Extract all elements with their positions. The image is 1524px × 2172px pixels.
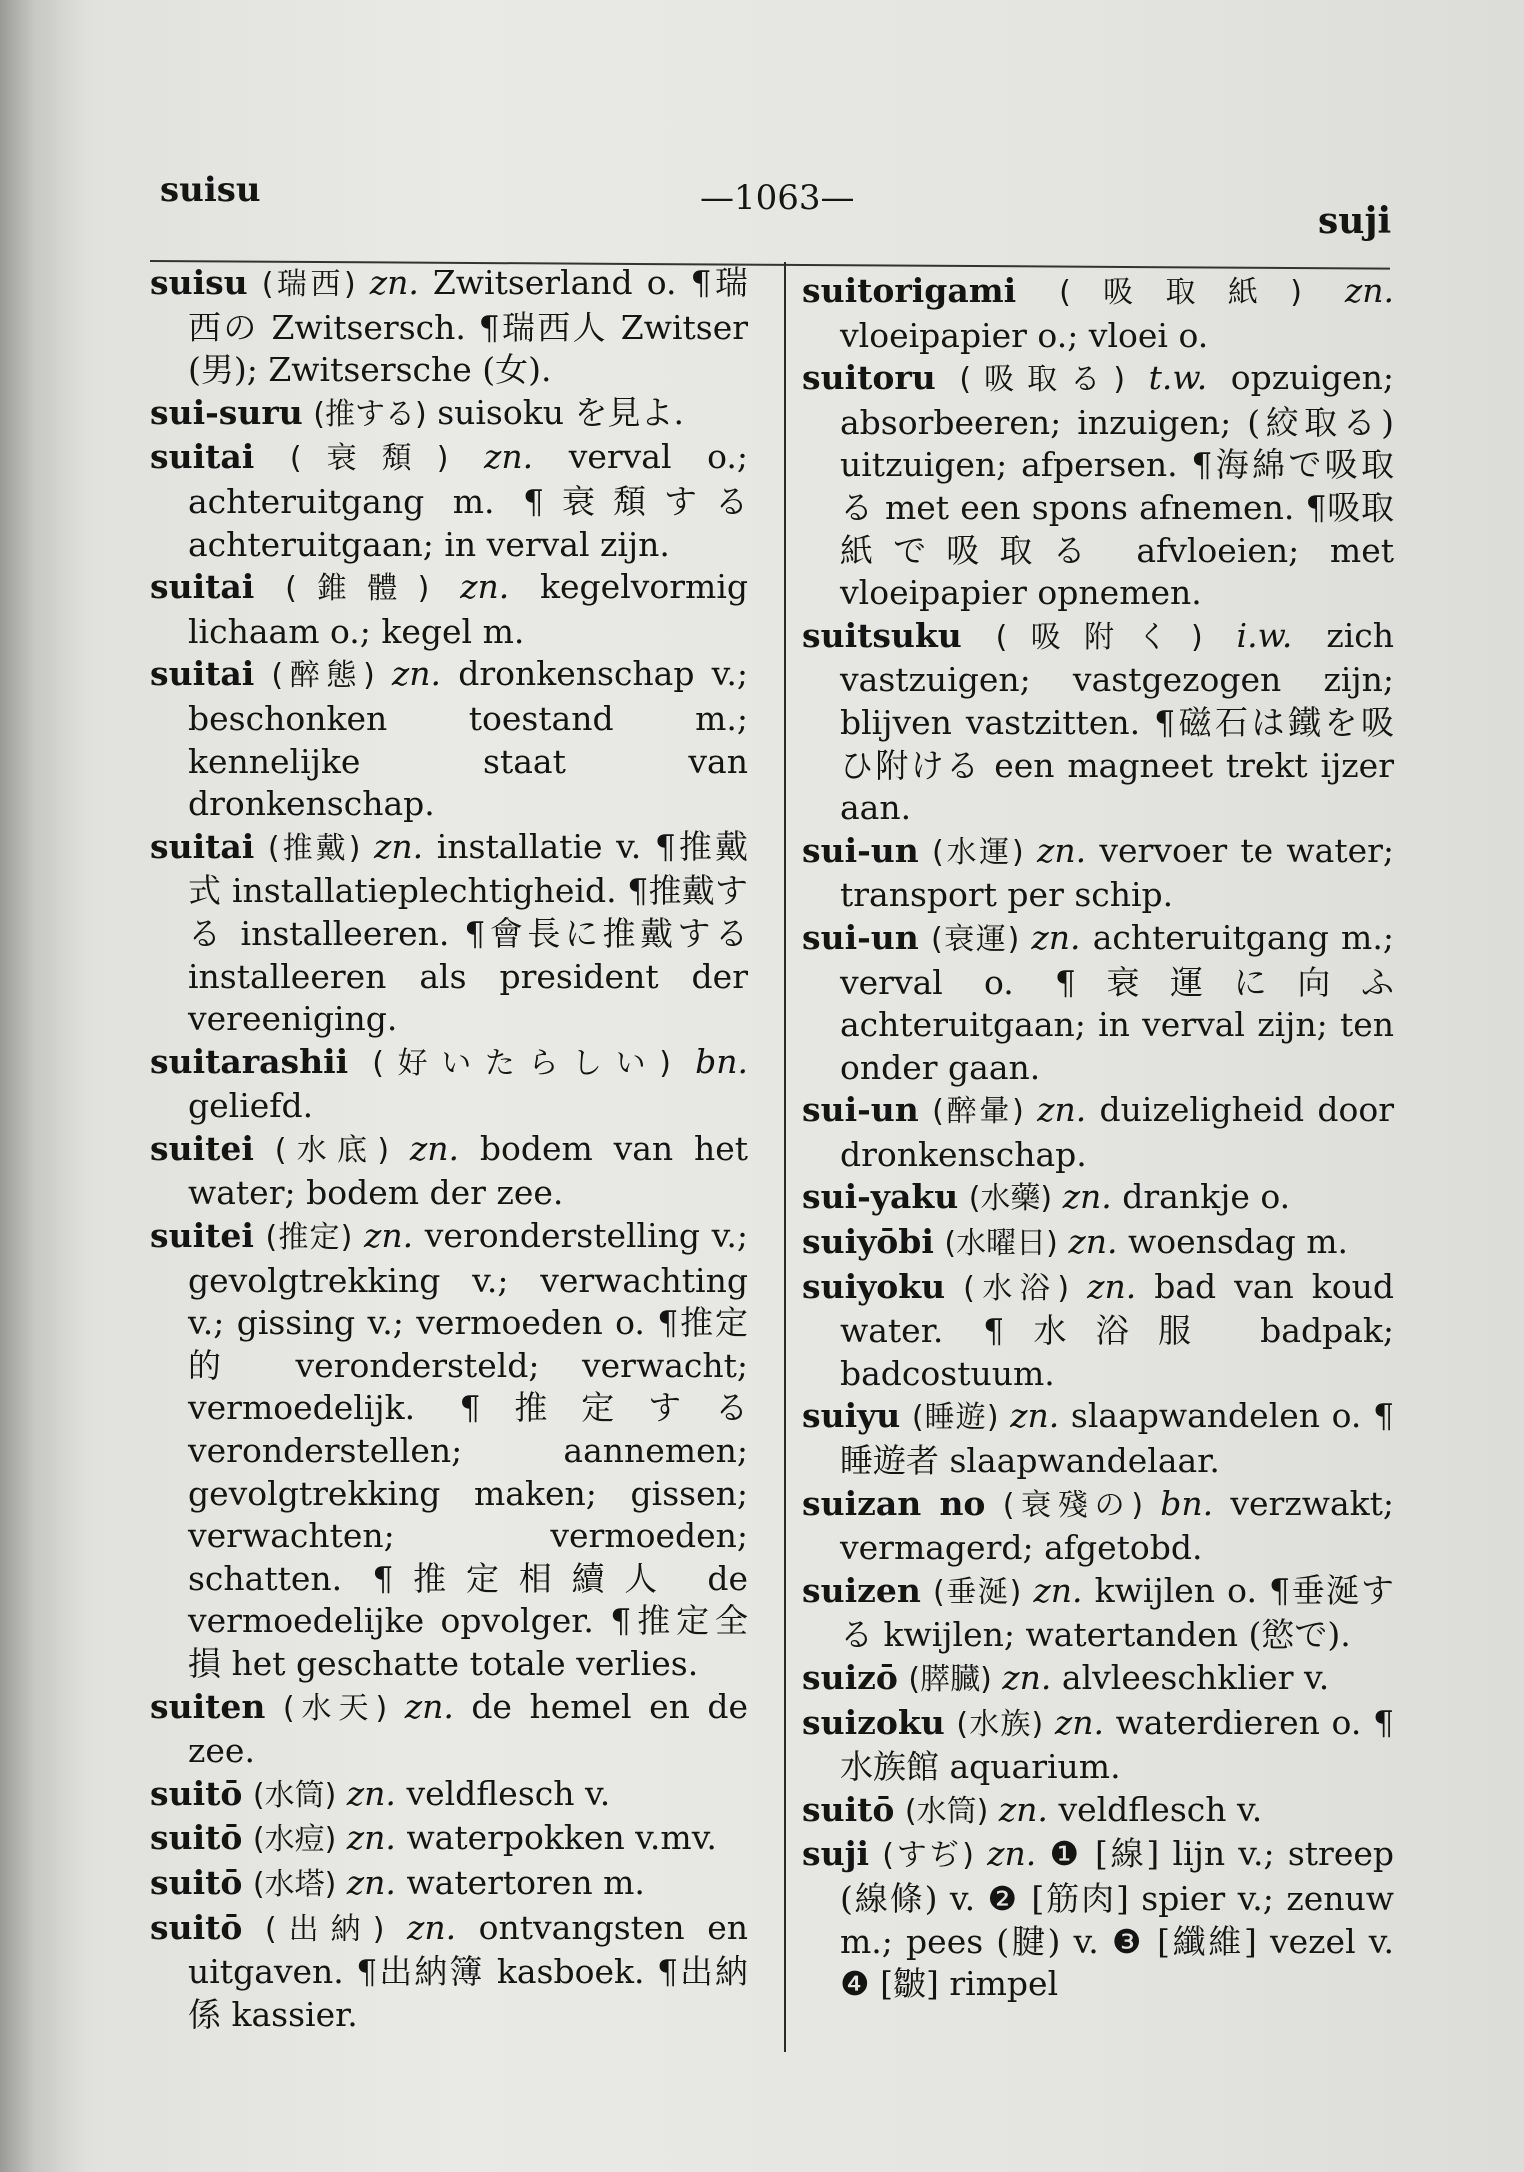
dictionary-entry bbox=[802, 1089, 1394, 1176]
entry-kanji: (推戴) bbox=[267, 830, 361, 866]
entry-definition: de hemel en de zee. bbox=[188, 1686, 748, 1771]
entry-kanji: (睡遊) bbox=[911, 1400, 999, 1436]
entry-definition: waterpokken v.mv. bbox=[406, 1818, 717, 1858]
running-head-left: suisu bbox=[160, 170, 261, 210]
entry-part-of-speech: zn. bbox=[391, 654, 442, 694]
entry-headword: suji bbox=[802, 1834, 870, 1874]
entry-kanji: (水筒) bbox=[904, 1793, 989, 1829]
entry-headword: suizen bbox=[802, 1570, 921, 1610]
entry-headword: suitō bbox=[150, 1907, 243, 1947]
entry-headword: sui-suru bbox=[150, 392, 303, 432]
dictionary-entry bbox=[150, 826, 748, 1041]
entry-headword: suitorigami bbox=[802, 271, 1017, 310]
entry-kanji: (推定) bbox=[265, 1220, 353, 1256]
entry-kanji: (好いたらしい) bbox=[372, 1045, 671, 1081]
entry-definition: verzwakt; vermagerd; afgetobd. bbox=[840, 1483, 1395, 1568]
dictionary-entry bbox=[150, 1128, 748, 1215]
dictionary-entry bbox=[802, 1657, 1394, 1702]
entry-headword: sui-un bbox=[802, 830, 919, 870]
dictionary-entry bbox=[150, 1862, 748, 1907]
entry-headword: suisu bbox=[150, 263, 248, 302]
entry-definition: suisoku を見よ. bbox=[437, 392, 684, 432]
entry-kanji: (吸取る) bbox=[959, 362, 1126, 398]
entry-part-of-speech: zn. bbox=[998, 1789, 1048, 1829]
dictionary-entry bbox=[150, 1817, 748, 1862]
running-head-right: suji bbox=[1318, 200, 1392, 242]
left-column bbox=[150, 262, 748, 2036]
dictionary-entry bbox=[802, 917, 1394, 1089]
entry-part-of-speech: zn. bbox=[369, 263, 419, 302]
dictionary-entry bbox=[802, 1395, 1394, 1482]
entry-kanji: (吸取紙) bbox=[1059, 275, 1302, 310]
dictionary-entry bbox=[802, 1221, 1394, 1266]
dictionary-entry bbox=[150, 1041, 748, 1128]
entry-headword: suiyu bbox=[802, 1396, 901, 1436]
entry-part-of-speech: zn. bbox=[1068, 1222, 1118, 1262]
entry-part-of-speech: zn. bbox=[987, 1834, 1037, 1874]
entry-definition: verval o.; achteruitgang m. ¶衰頽する achteruitgaan; in verval zijn. bbox=[188, 437, 748, 564]
dictionary-entry bbox=[150, 1686, 748, 1773]
dictionary-entry bbox=[802, 1483, 1394, 1570]
dictionary-entry bbox=[802, 1789, 1394, 1834]
entry-headword: suiten bbox=[150, 1686, 266, 1726]
entry-headword: sui-un bbox=[802, 917, 919, 957]
entry-part-of-speech: zn. bbox=[484, 437, 534, 477]
entry-part-of-speech: zn. bbox=[1033, 1570, 1083, 1610]
entry-definition: Zwitserland o. ¶瑞西の Zwitsersch. ¶瑞西人 Zwitser (男); Zwitsersche (女). bbox=[188, 263, 748, 390]
dictionary-entry bbox=[150, 436, 748, 566]
entry-definition: alvleeschklier v. bbox=[1061, 1658, 1330, 1697]
entry-part-of-speech: zn. bbox=[1344, 271, 1394, 310]
entry-kanji: (水曜日) bbox=[944, 1226, 1058, 1262]
entry-definition: bodem van het water; bodem der zee. bbox=[188, 1128, 748, 1213]
entry-definition: achteruitgang m.; verval o. ¶衰運に向ふ achteruitgaan; in verval zijn; ten onder gaan. bbox=[840, 917, 1394, 1087]
entry-headword: suitai bbox=[150, 654, 255, 694]
entry-kanji: (水浴) bbox=[963, 1270, 1070, 1306]
entry-headword: sui-un bbox=[802, 1090, 919, 1130]
dictionary-entry bbox=[802, 1570, 1394, 1657]
entry-definition: geliefd. bbox=[188, 1086, 314, 1126]
entry-kanji: (吸附く) bbox=[995, 619, 1203, 655]
entry-headword: suitai bbox=[150, 567, 255, 607]
dictionary-entry bbox=[150, 392, 748, 437]
entry-kanji: (醉態) bbox=[271, 658, 375, 694]
entry-kanji: (出納) bbox=[264, 1911, 385, 1947]
entry-headword: suitai bbox=[150, 437, 255, 477]
entry-part-of-speech: zn. bbox=[404, 1686, 454, 1726]
entry-part-of-speech: zn. bbox=[1031, 917, 1081, 957]
entry-headword: suiyōbi bbox=[802, 1222, 934, 1262]
entry-definition: watertoren m. bbox=[406, 1862, 645, 1902]
entry-part-of-speech: zn. bbox=[1087, 1266, 1137, 1306]
entry-definition: veldflesch v. bbox=[406, 1773, 611, 1813]
entry-headword: suitei bbox=[150, 1128, 254, 1168]
page-number: —1063— bbox=[700, 178, 855, 218]
entry-kanji: (衰運) bbox=[930, 921, 1020, 957]
entry-definition: duizeligheid door dronkenschap. bbox=[840, 1090, 1394, 1174]
entry-part-of-speech: i.w. bbox=[1236, 615, 1293, 655]
entry-headword: sui-yaku bbox=[802, 1177, 959, 1217]
entry-definition: veronderstelling v.; gevolgtrekking v.; verwachting v.; gissing v.; vermoeden o. ¶推定的 verondersteld; verwacht; vermoedelijk. ¶推定する veronderstellen; aannemen; gevolgtrekking maken; gissen; verwachten; vermoeden; schatten. ¶推定相續人 de vermoedelijke opvolger. ¶推定全損 het geschatte totale verlies. bbox=[188, 1216, 749, 1683]
entry-definition: installatie v. ¶推戴式 installatieplechtigheid. ¶推戴する installeeren. ¶會長に推戴する installeeren als president der vereeniging. bbox=[188, 826, 748, 1039]
entry-headword: suitai bbox=[150, 826, 255, 866]
entry-part-of-speech: zn. bbox=[1037, 1090, 1087, 1130]
entry-part-of-speech: t.w. bbox=[1148, 358, 1208, 398]
entry-part-of-speech: bn. bbox=[1160, 1483, 1214, 1523]
entry-definition: kegelvormig lichaam o.; kegel m. bbox=[188, 567, 749, 651]
entry-part-of-speech: zn. bbox=[346, 1818, 396, 1858]
entry-part-of-speech: zn. bbox=[1062, 1177, 1112, 1217]
entry-kanji: (錐體) bbox=[285, 571, 430, 607]
entry-kanji: (衰殘の) bbox=[1002, 1487, 1144, 1523]
entry-headword: suitoru bbox=[802, 358, 936, 398]
entry-headword: suitsuku bbox=[802, 615, 962, 655]
entry-kanji: (推する) bbox=[313, 396, 427, 432]
entry-headword: suizan no bbox=[802, 1483, 986, 1523]
dictionary-entry bbox=[150, 1907, 748, 2037]
entry-part-of-speech: zn. bbox=[346, 1773, 396, 1813]
entry-definition: ontvangsten en uitgaven. ¶出納簿 kasboek. ¶出納係 kassier. bbox=[188, 1907, 748, 2034]
entry-headword: suitei bbox=[150, 1216, 254, 1256]
entry-definition: vervoer te water; transport per schip. bbox=[840, 830, 1394, 915]
dictionary-entry bbox=[150, 262, 748, 392]
entry-headword: suitō bbox=[150, 1818, 243, 1858]
entry-headword: suizō bbox=[802, 1658, 898, 1697]
entry-definition: veldflesch v. bbox=[1058, 1789, 1263, 1829]
entry-kanji: (水塔) bbox=[252, 1866, 337, 1902]
entry-part-of-speech: bn. bbox=[695, 1041, 748, 1081]
right-column bbox=[802, 270, 1394, 2006]
entry-definition: dronkenschap v.; beschonken toestand m.; kennelijke staat van dronkenschap. bbox=[188, 654, 748, 824]
page-edge-shadow bbox=[0, 0, 60, 2172]
entry-kanji: (垂涎) bbox=[932, 1574, 1022, 1610]
entry-kanji: (水族) bbox=[956, 1706, 1044, 1742]
entry-definition: vloeipapier o.; vloei o. bbox=[840, 315, 1209, 355]
entry-headword: suitō bbox=[802, 1789, 895, 1829]
entry-definition: woensdag m. bbox=[1127, 1222, 1348, 1262]
dictionary-entry bbox=[802, 615, 1394, 830]
dictionary-entry bbox=[802, 830, 1394, 917]
dictionary-entry bbox=[150, 566, 748, 653]
entry-part-of-speech: zn. bbox=[1054, 1702, 1104, 1742]
dictionary-entry bbox=[150, 653, 748, 825]
entry-kanji: (水天) bbox=[282, 1690, 388, 1726]
entry-kanji: (醉暈) bbox=[932, 1094, 1024, 1130]
entry-definition: opzuigen; absorbeeren; inzuigen; (絞取る) uitzuigen; afpersen. ¶海綿で吸取る met een spons afnemen. ¶吸取紙で吸取る afvloeien; met vloeipapier opnemen. bbox=[840, 358, 1394, 613]
entry-part-of-speech: zn. bbox=[1010, 1396, 1060, 1436]
dictionary-entry bbox=[150, 1215, 748, 1686]
column-divider bbox=[784, 262, 786, 2052]
entry-part-of-speech: zn. bbox=[346, 1862, 396, 1902]
dictionary-entry bbox=[150, 1773, 748, 1818]
entry-kanji: (瑞西) bbox=[261, 267, 356, 302]
entry-definition: bad van koud water. ¶水浴服 badpak; badcostuum. bbox=[840, 1266, 1394, 1393]
entry-definition: zich vastzuigen; vastgezogen zijn; blijven vastzitten. ¶磁石は鐵を吸ひ附ける een magneet trekt ijzer aan. bbox=[840, 615, 1394, 828]
entry-part-of-speech: zn. bbox=[1002, 1658, 1052, 1697]
entry-definition: waterdieren o. ¶水族館 aquarium. bbox=[840, 1702, 1394, 1787]
entry-definition: kwijlen o. ¶垂涎する kwijlen; watertanden (慾で). bbox=[840, 1570, 1394, 1655]
entry-headword: suitō bbox=[150, 1862, 243, 1902]
entry-headword: suizoku bbox=[802, 1702, 945, 1742]
entry-part-of-speech: zn. bbox=[364, 1216, 414, 1256]
entry-definition: slaapwandelen o. ¶睡遊者 slaapwandelaar. bbox=[840, 1396, 1394, 1481]
entry-kanji: (膵臓) bbox=[908, 1662, 992, 1697]
dictionary-entry bbox=[802, 357, 1394, 615]
dictionary-entry bbox=[802, 1833, 1394, 2005]
entry-headword: suitō bbox=[150, 1773, 243, 1813]
entry-kanji: (すぢ) bbox=[882, 1838, 974, 1874]
entry-kanji: (衰頽) bbox=[289, 441, 449, 477]
entry-part-of-speech: zn. bbox=[460, 567, 510, 607]
entry-headword: suiyoku bbox=[802, 1266, 946, 1306]
entry-definition: drankje o. bbox=[1122, 1177, 1291, 1217]
dictionary-entry bbox=[802, 270, 1394, 357]
entry-kanji: (水底) bbox=[274, 1132, 390, 1168]
entry-part-of-speech: zn. bbox=[409, 1128, 460, 1168]
entry-part-of-speech: zn. bbox=[406, 1907, 457, 1947]
dictionary-entry bbox=[802, 1266, 1394, 1396]
dictionary-entry bbox=[802, 1702, 1394, 1789]
dictionary-entry bbox=[802, 1176, 1394, 1221]
entry-kanji: (水筒) bbox=[252, 1777, 337, 1813]
entry-kanji: (水運) bbox=[932, 834, 1024, 870]
entry-kanji: (水痘) bbox=[252, 1822, 337, 1858]
entry-headword: suitarashii bbox=[150, 1041, 349, 1081]
entry-kanji: (水藥) bbox=[968, 1181, 1053, 1217]
entry-part-of-speech: zn. bbox=[1036, 830, 1087, 870]
entry-part-of-speech: zn. bbox=[374, 826, 424, 866]
entry-definition: ❶ [線] lijn v.; streep (線條) v. ❷ [筋肉] spier v.; zenuw m.; pees (腱) v. ❸ [纖維] vezel v. ❹ [皺] rimpel bbox=[840, 1834, 1394, 2004]
